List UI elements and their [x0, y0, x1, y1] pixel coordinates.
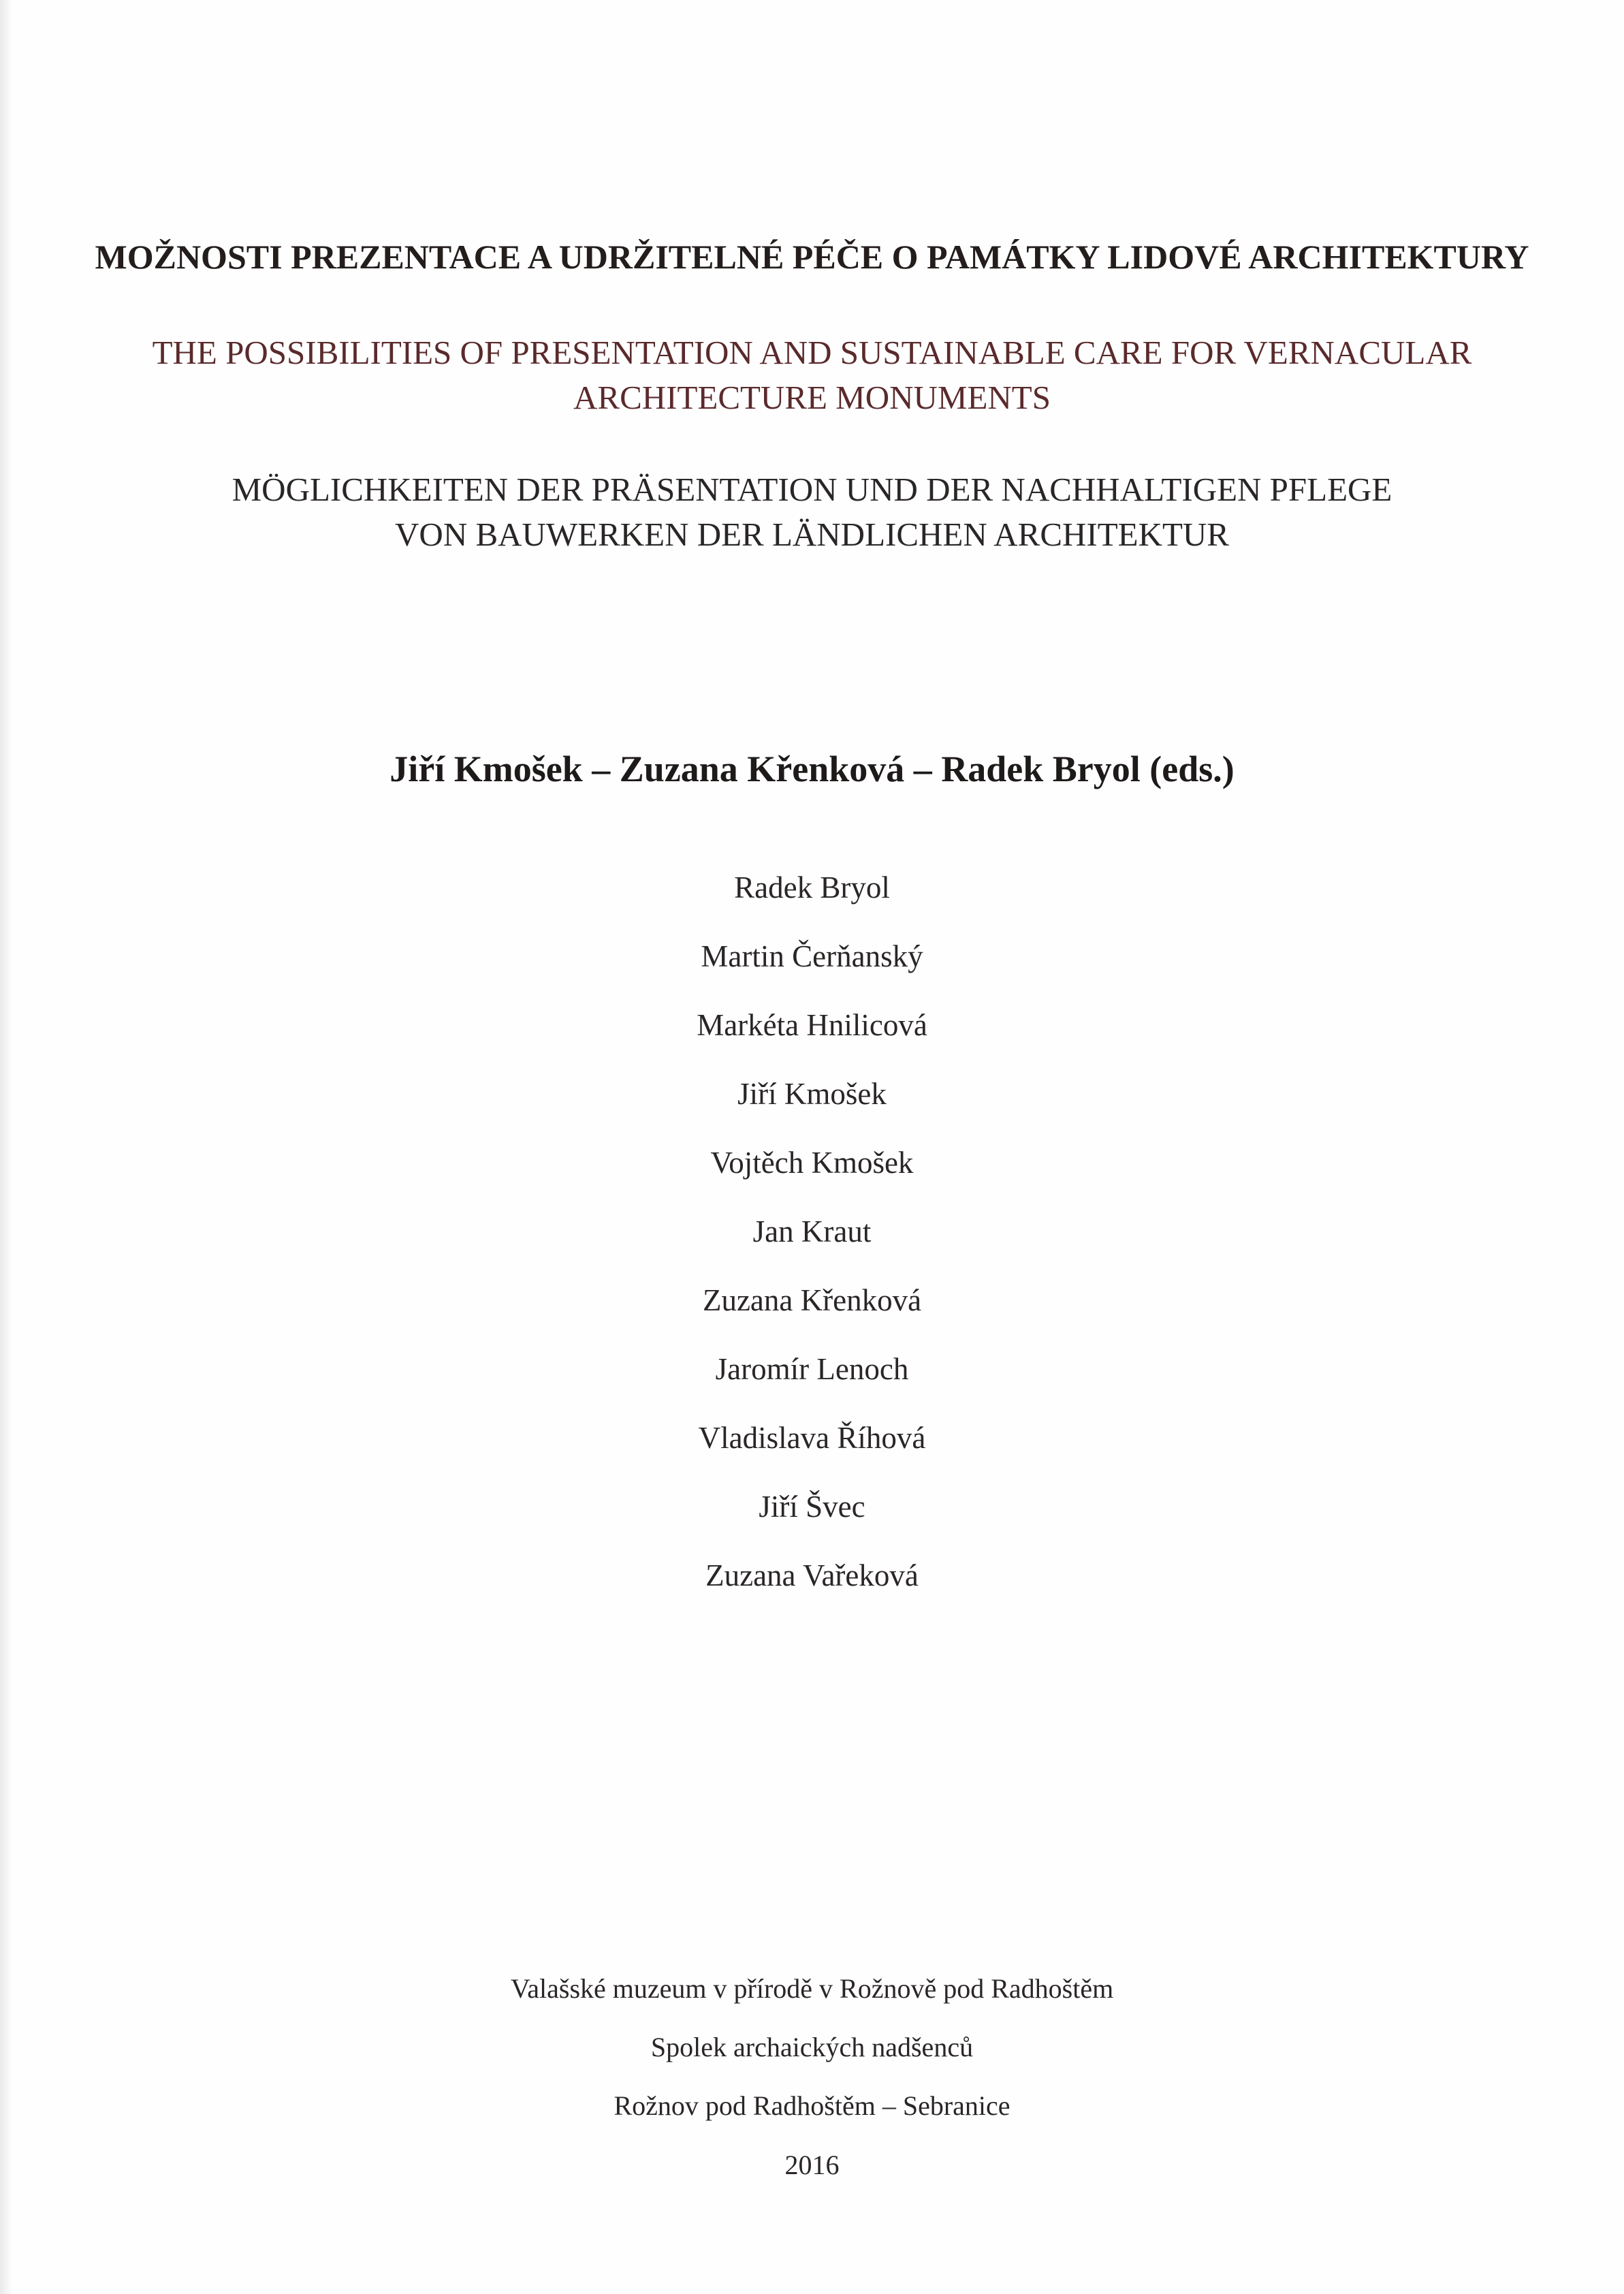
title-english — [0, 330, 1624, 420]
author-name: Jaromír Lenoch — [715, 1352, 909, 1386]
title-german-line-2: VON BAUWERKEN DER LÄNDLICHEN ARCHITEKTUR — [395, 516, 1229, 553]
publisher-block — [0, 1972, 1624, 2148]
title-czech: MOŽNOSTI PREZENTACE A UDRŽITELNÉ PÉČE O PAMÁTKY LIDOVÉ ARCHITEKTURY — [95, 238, 1529, 276]
author-name: Zuzana Křenková — [702, 1283, 922, 1317]
author-name: Radek Bryol — [734, 870, 890, 905]
author-name: Vojtěch Kmošek — [710, 1146, 914, 1180]
title-german — [0, 467, 1624, 557]
author-name: Vladislava Říhová — [698, 1421, 926, 1455]
publication-year: 2016 — [784, 2150, 840, 2180]
publisher-society: Spolek archaických nadšenců — [650, 2032, 974, 2062]
title-english-line-1: THE POSSIBILITIES OF PRESENTATION AND SUSTAINABLE CARE FOR VERNACULAR — [152, 334, 1472, 371]
author-list — [0, 867, 1624, 1624]
author-name: Jiří Švec — [759, 1490, 865, 1524]
title-english-line-2: ARCHITECTURE MONUMENTS — [573, 379, 1051, 416]
author-name: Markéta Hnilicová — [697, 1008, 927, 1042]
author-name: Jiří Kmošek — [737, 1077, 887, 1111]
author-name: Jan Kraut — [752, 1214, 872, 1248]
publisher-museum: Valašské muzeum v přírodě v Rožnově pod Radhoštěm — [510, 1973, 1114, 2004]
editors-line: Jiří Kmošek – Zuzana Křenková – Radek Bryol (eds.) — [389, 749, 1235, 789]
publisher-place: Rožnov pod Radhoštěm – Sebranice — [614, 2090, 1010, 2121]
title-german-line-1: MÖGLICHKEITEN DER PRÄSENTATION UND DER NACHHALTIGEN PFLEGE — [232, 471, 1392, 508]
author-name: Zuzana Vařeková — [705, 1558, 919, 1592]
author-name: Martin Čerňanský — [701, 939, 923, 973]
